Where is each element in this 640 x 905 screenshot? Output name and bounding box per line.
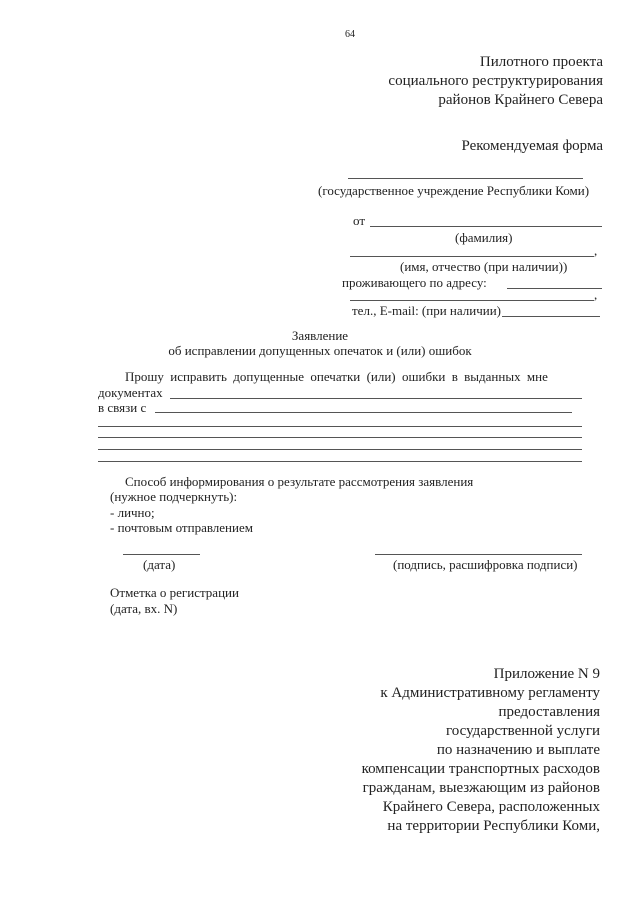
appendix-line: к Административному регламенту [380,685,600,701]
reason-label: в связи с [98,400,147,415]
blank-line [98,461,582,462]
contact-line [502,316,600,317]
address-label: проживающего по адресу: [342,275,487,290]
date-line [123,554,200,555]
request-text: Прошу исправить допущенные опечатки (или) ошибки в выданных мне [125,369,548,384]
header-line: социального реструктурирования [388,73,603,89]
appendix-line: компенсации транспортных расходов [361,761,600,777]
name-caption: (имя, отчество (при наличии)) [400,259,568,274]
header-line: Пилотного проекта [479,54,603,70]
address-line-1 [507,288,602,289]
reason-line [155,412,572,413]
institution-line [348,178,583,179]
registration-hint: (дата, вх. N) [110,601,178,616]
appendix-line: на территории Республики Коми, [387,818,600,834]
name-comma: , [594,243,598,258]
address-comma: , [594,287,598,302]
page-number: 64 [345,29,355,40]
name-line [350,256,594,257]
blank-line [98,437,582,438]
surname-line [370,226,602,227]
signature-line [375,554,582,555]
signature-caption: (подпись, расшифровка подписи) [393,557,578,572]
appendix-line: предоставления [498,704,600,720]
surname-caption: (фамилия) [455,230,513,245]
documents-label: документах [98,385,163,400]
appendix-line: гражданам, выезжающим из районов [362,780,600,796]
blank-line [98,426,582,427]
contact-label: тел., E-mail: (при наличии) [352,303,501,318]
appendix-block [362,665,600,836]
address-line-2 [350,300,594,301]
appendix-line: по назначению и выплате [436,742,600,758]
statement-title: Заявление [291,328,349,343]
appendix-line: Приложение N 9 [493,666,600,682]
statement-subtitle: об исправлении допущенных опечаток и (или) ошибок [168,343,472,358]
form-label: Рекомендуемая форма [461,138,603,154]
registration-label: Отметка о регистрации [110,585,239,600]
appendix-line: Крайнего Севера, расположенных [382,799,600,815]
header-block [388,53,603,110]
documents-line [170,398,582,399]
header-line: районов Крайнего Севера [438,92,603,108]
from-prefix: от [353,213,366,228]
notification-option: - лично; [110,505,155,520]
notification-heading: Способ информирования о результате рассмотрения заявления [125,474,474,489]
blank-line [98,449,582,450]
institution-caption: (государственное учреждение Республики Коми) [318,183,590,198]
notification-option: - почтовым отправлением [110,520,253,535]
appendix-line: государственной услуги [446,723,600,739]
date-caption: (дата) [143,557,176,572]
notification-hint: (нужное подчеркнуть): [110,489,238,504]
